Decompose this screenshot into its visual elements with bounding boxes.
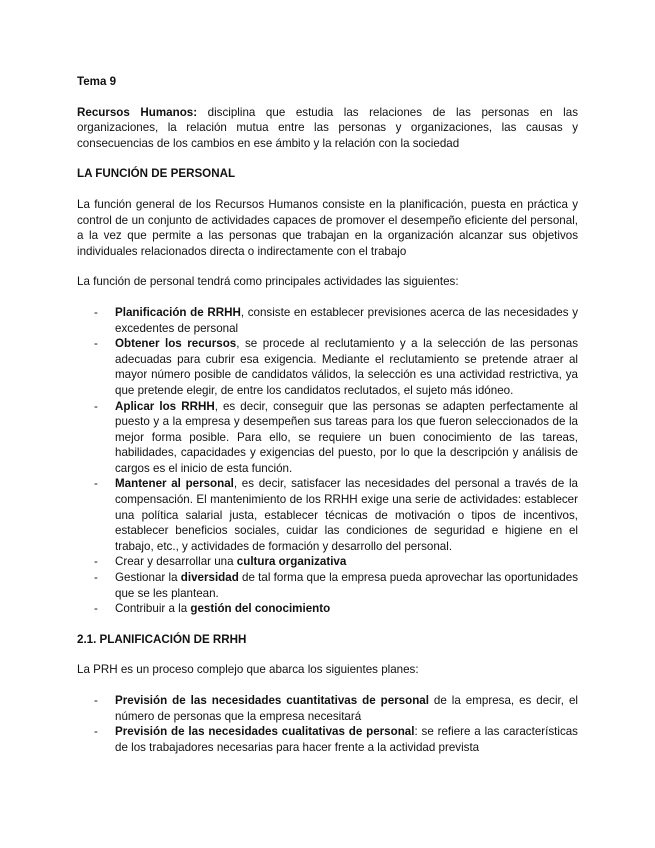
plans-list xyxy=(77,693,578,755)
list-dash: - xyxy=(94,399,98,413)
list-item-bold: Aplicar los RRHH xyxy=(115,399,215,413)
document-page xyxy=(77,74,578,770)
list-dash: - xyxy=(94,602,98,616)
list-item xyxy=(77,570,578,601)
list-item xyxy=(77,724,578,755)
list-item-bold: gestión del conocimiento xyxy=(190,602,331,616)
section-heading-funcion-personal: LA FUNCIÓN DE PERSONAL xyxy=(77,167,236,181)
list-item-bold: Previsión de las necesidades cualitativas de personal xyxy=(115,725,415,739)
list-dash: - xyxy=(94,477,98,491)
document-title: Tema 9 xyxy=(77,75,117,88)
activities-list xyxy=(77,305,578,617)
list-item-bold: diversidad xyxy=(180,571,239,585)
list-item-bold: cultura organizativa xyxy=(236,555,347,569)
list-item-text: de la empresa, es decir, el número de personas que la empresa necesitará xyxy=(115,694,578,723)
list-item xyxy=(77,399,578,477)
list-item-text: , es decir, satisfacer las necesidades del personal a través de la compensación. El mantenimiento de los RRHH exige una serie de actividades: establecer una política salarial justa, establecer técnicas de motivación o tipos de incentivos, establecer beneficios sociales, cuidar las condiciones de seguridad e higiene en el trabajo, etc., y actividades de formación y desarrollo del personal. xyxy=(115,477,578,553)
list-item-text: , es decir, conseguir que las personas se adapten perfectamente al puesto y a la empresa y desempeñen sus tareas para los que fueron seleccionados de la mejor forma posible. Para ello, se requiere un buen conocimiento de las tareas, habilidades, capacidades y exigencias del puesto, por lo que la descripción y análisis de cargos es el inicio de esta función. xyxy=(115,399,578,475)
section-heading-planificacion: 2.1. PLANIFICACIÓN DE RRHH xyxy=(77,632,247,646)
list-item-pre: Contribuir a la xyxy=(115,602,191,616)
list-item-bold: Previsión de las necesidades cuantitativas de personal xyxy=(115,694,429,707)
list-item-pre: Gestionar la xyxy=(115,571,181,585)
list-dash: - xyxy=(94,555,98,569)
list-dash: - xyxy=(94,337,98,351)
intro-term: Recursos Humanos: xyxy=(77,105,198,119)
list-item-text: , consiste en establecer previsiones acerca de las necesidades y excedentes de personal xyxy=(115,305,578,335)
list-item-text: : se refiere a las características de los trabajadores necesarias para hacer frente a la actividad prevista xyxy=(115,725,578,754)
list-dash: - xyxy=(94,571,98,585)
intro-text: disciplina que estudia las relaciones de las personas en las organizaciones, la relación mutua entre las personas y organizaciones, las causas y consecuencias de los cambios en ese ámbito y la relación con la sociedad xyxy=(77,105,578,150)
section1-paragraph-1: La función general de los Recursos Humanos consiste en la planificación, puesta en práctica y control de un conjunto de actividades capaces de promover el desempeño eficiente del personal, a la vez que permite a las personas que trabajan en la organización alcanzar sus objetivos individuales relacionados directa o indirectamente con el trabajo xyxy=(77,197,578,258)
list-item-bold: Obtener los recursos xyxy=(115,337,237,351)
section2-paragraph-1: La PRH es un proceso complejo que abarca los siguientes planes: xyxy=(77,663,419,677)
list-dash: - xyxy=(94,694,98,707)
list-item-text: , se procede al reclutamiento y a la selección de las personas adecuadas para cubrir esa exigencia. Mediante el reclutamiento se pretende atraer al mayor número posible de candidatos válidos, la selección es una actividad restrictiva, ya que pretende elegir, de entre los candidatos reclutados, el sujeto más idóneo. xyxy=(115,337,578,397)
list-item xyxy=(77,476,578,554)
list-item xyxy=(77,554,578,570)
list-item-bold: Mantener al personal xyxy=(115,477,234,491)
list-item-text: de tal forma que la empresa pueda aprovechar las oportunidades que se les plantean. xyxy=(115,571,578,600)
list-dash: - xyxy=(94,305,98,319)
list-item xyxy=(77,693,578,724)
intro-paragraph xyxy=(77,105,578,152)
list-item-bold: Planificación de RRHH xyxy=(115,305,241,319)
list-item-pre: Crear y desarrollar una xyxy=(115,555,237,569)
list-item xyxy=(77,601,578,617)
list-item xyxy=(77,305,578,336)
list-item xyxy=(77,336,578,398)
list-dash: - xyxy=(94,725,98,739)
section1-paragraph-2: La función de personal tendrá como principales actividades las siguientes: xyxy=(77,275,459,289)
